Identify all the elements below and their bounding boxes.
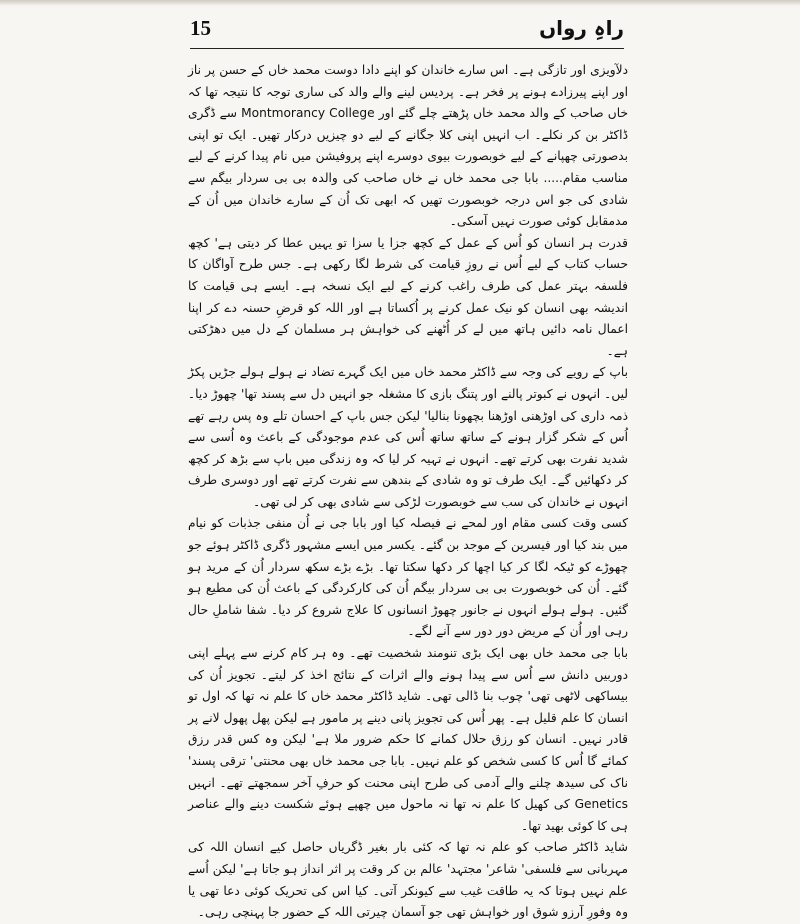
page-header xyxy=(190,14,624,54)
paragraph-2: قدرت ہر انسان کو اُس کے عمل کے کچھ جزا یا سزا تو یہیں عطا کر دیتی ہے' کچھ حساب کتاب کے لیے اُس نے روزِ قیامت کی شرط لگا رکھی ہے۔ جس طرح آواگان کا فلسفہ بہتر عمل کی طرف راغب کرنے کے لیے ایک نسخہ ہے۔ ایسے ہی قیامت کا اندیشہ بھی انسان کو نیک عمل کرنے پر اُکساتا ہے اور اللہ کو قرضِ حسنہ دے کر اپنا اعمال نامہ دائیں ہاتھ میں لے کر اُٹھنے کی خواہش ہر مسلمان کے دل میں دھڑکتی ہے۔ xyxy=(188,235,628,358)
running-title: راہِ رواں xyxy=(539,16,624,40)
paragraph-5: بابا جی محمد خاں بھی ایک بڑی تنومند شخصیت تھے۔ وہ ہر کام کرنے سے پہلے اپنی دوربیں دانش سے اُس سے پیدا ہونے والے اثرات کے نتائج اخذ کر لیتے۔ تجویز اُن کی بیساکھی لاٹھی تھی' چوب بنا ڈالی تھی۔ شاید ڈاکٹر محمد خاں کا علم نہ تھا کہ اول تو انسان کا علم قلیل ہے۔ پھر اُس کی تجویز پانی دینے پر مامور ہے لیکن پھل پھول لانے پر قادر نہیں۔ انسان کو رزق حلال کمانے کا حکم ضرور ملا ہے' لیکن وہ کس قدر رزق کمائے گا اُس کا کسی شخص کو علم نہیں۔ بابا جی محمد خاں بھی محنتی' ترقی پسند' ناک کی سیدھ چلنے والے آدمی کی طرح اپنی محنت کو حرفِ آخر سمجھتے تھے۔ انہیں Genetics کی کھیل کا علم نہ تھا نہ ماحول میں چھپے ہوئے شکست دینے والے عناصر ہی کا کوئی بھید تھا۔ xyxy=(188,646,628,833)
page-number: 15 xyxy=(190,16,211,40)
paragraph-4: کسی وقت کسی مقام اور لمحے نے فیصلہ کیا اور بابا جی نے اُن منفی جذبات کو نیام میں بند کیا اور فیسرین کے موجد بن گئے۔ یکسر میں ایسے مشہور ڈگری ڈاکٹر ہوئے جو چھوڑے کو ٹیکہ لگا کر کیا اچھا کر دکھا سکتا تھا۔ بڑے بڑے سکھ سردار اُن کے مرید ہو گئے۔ اُن کی خوبصورت بی بی سردار بیگم اُن کی کارکردگی کے باعث اُن کی مطیع ہو گئیں۔ ہولے ہولے انہوں نے جانور چھوڑ انسانوں کا علاج شروع کر دیا۔ شفا شاملِ حال رہی اور اُن کے مریض دور دور سے آنے لگے۔ xyxy=(188,516,628,639)
body-text xyxy=(188,60,628,924)
paragraph-1: دلآویزی اور تازگی ہے۔ اس سارے خاندان کو اپنے دادا دوست محمد خاں کے حسن پر ناز اور اپنے پیرزادے ہونے پر فخر ہے۔ پردیس لینے والے والد کی ساری توجہ کا نتیجہ تھا کہ خاں صاحب کے والد محمد خاں پڑھتے چلے گئے اور Montmorancy College سے ڈگری ڈاکٹر بن کر نکلے۔ اب انہیں اپنی کلا جگانے کے لیے دو چیزیں درکار تھیں۔ ایک تو اپنی بدصورتی چھپانے کے لیے خوبصورت بیوی دوسرے اپنے پروفیشن میں نام پیدا کرنے کے لیے مناسب مقام..... بابا جی محمد خاں نے خاں صاحب کی والدہ بی بی سردار بیگم سے شادی کی جو اس درجہ خوبصورت تھیں کہ ابھی تک اُن کے سارے خاندان میں اُن کے مدمقابل کوئی صورت نہیں آسکی۔ xyxy=(188,63,628,229)
paragraph-3: باپ کے رویے کی وجہ سے ڈاکٹر محمد خاں میں ایک گہرے تضاد نے ہولے ہولے جڑیں پکڑ لیں۔ انہوں نے کبوتر پالنے اور پتنگ بازی کا مشغلہ جو انہیں دل سے پسند تھا' چھوڑ دیا۔ ذمہ داری کی اوڑھنی اوڑھنا بچھونا بنالیا' لیکن جس باپ کے احسان تلے وہ پس رہے تھے اُس کے شکر گزار ہونے کے ساتھ ساتھ اُس کی عدم موجودگی کے باعث وہ اُسی سے شدید نفرت بھی کرتے تھے۔ انہوں نے تہیہ کر لیا کہ وہ زندگی میں باپ سے بڑھ کر کچھ کر دکھائیں گے۔ ایک طرف تو وہ شادی کے بندھن سے نفرت کرتے تھے اور دوسری طرف انہوں نے خاندان کی سب سے خوبصورت لڑکی سے شادی بھی کر لی تھی۔ xyxy=(188,365,628,509)
paragraph-6: شاید ڈاکٹر صاحب کو علم نہ تھا کہ کئی بار بغیر ڈگریاں حاصل کیے انسان اللہ کی مہربانی سے فلسفی' شاعر' مجتہد' عالم بن کر وقت پر اثر انداز ہو جاتا ہے' لیکن اُسے علم نہیں ہوتا کہ یہ طاقت غیب سے کیونکر آتی۔ کیا اس کی تحریک کوئی دعا تھی یا وہ وفورِ آرزو شوق اور خواہش تھی جو آسمان چیرتی اللہ کے حضور جا پہنچی رہی۔ xyxy=(188,840,628,920)
page-top-edge xyxy=(0,0,800,6)
header-rule xyxy=(190,48,624,49)
